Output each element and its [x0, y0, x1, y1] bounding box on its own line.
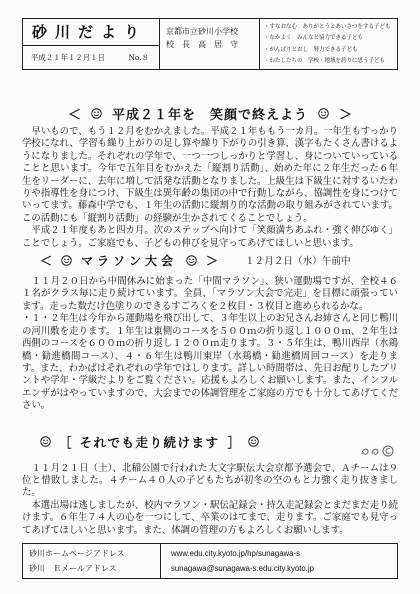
contact-values	[161, 544, 397, 578]
paragraph: １１月２１日（土）、北稲公園で行われた大文字駅伝大会京都予選会で、Ａチームは９位と惜敗しました。４チーム４０人の子どもたちが初冬の空のもと力強く走り抜きました。	[22, 462, 398, 499]
goal-item: ・わたしたちの 学校・地域を誇りに思う子ども	[264, 58, 386, 65]
issue-date: 平成２１年１２月１日	[31, 53, 105, 62]
goal-item: ・なかよく みんなと協力できる子ども	[264, 35, 364, 42]
section-heading-keep-running	[22, 433, 398, 451]
homepage-url: www.edu.city.kyoto.jp/hp/sunagawa-s	[171, 548, 301, 558]
issue-meta	[23, 46, 159, 69]
smiley-icon	[61, 255, 72, 266]
section-heading-text: マラソン大会	[81, 253, 178, 268]
section-heading-year-end	[22, 104, 398, 122]
school-goals	[260, 19, 397, 69]
paragraph: １１月２０日から中間休みに始まった「中間マラソン」、狭い運動場ですが、全校４６１名がクラス毎に走り続けています。全員、「マラソン大会で完走」を目標に頑張っています。走った数だけ色塗りのできるすごろくを２枚目・３枚目と進められるかな。	[22, 276, 398, 312]
goal-item: ・がんばりとおし 努力できる子ども	[264, 46, 358, 53]
paragraph: ・１・２年生は今年から運動場を飛び出して、３年生以上のお兄さんお姉さんと同じ鴨川の河川敷を走ります。１年生は東側のコースを５００ｍの折り返し１０００ｍ、２年生は西側のコースを６００ｍの折り返し１２００ｍ走ります。３・５年生は、鴨川西岸（水鶏橋・勧進橋間コース）、４・６年生は鴨川東岸（水鶏橋・勧進橋周回コース）を走ります。また、わかばはそれぞれの学年ではしります。詳しい時間帯は、先日お配りしたプリントや学年・学級だよりをご覧ください。応援もよろしくお願いします。また、インフルエンザがはやっていますので、大会までの体調管理をご家庭の方でも十分してあげてください。	[22, 313, 398, 412]
email-label: 砂川 Ｅメールアドレス	[29, 563, 117, 573]
homepage-label: 砂川ホームページアドレス	[29, 548, 125, 558]
smiley-icon	[318, 108, 329, 119]
event-date: １２月２日（水）午前中	[245, 256, 351, 268]
heading-bracket-close: ］	[227, 434, 241, 450]
section-heading-text: それでも走り続けます	[79, 434, 220, 450]
heading-bracket-close: ＞	[206, 253, 219, 268]
newsletter-title: 砂川だより	[23, 19, 159, 46]
heading-bracket-open: ［	[59, 434, 72, 450]
section-keep-running-text	[22, 463, 398, 537]
smiley-icon	[40, 436, 51, 447]
smiley-icon	[248, 436, 259, 447]
contact-box	[22, 543, 398, 579]
smiley-icon	[91, 108, 102, 119]
paragraph: 平成２１年度もあと四カ月。次のステップへ向けて「笑顔満ちあふれ・強く伸びゆく」ことでしょう。ご家庭でも、子どもの伸びを見守ってあげてほしいと思います。	[22, 225, 398, 249]
principal-name: 校 長 高 居 守	[166, 40, 238, 49]
heading-bracket-open: ＜	[67, 107, 81, 123]
paragraph: 早いもので、もう１２月をむかえました。平成２１年ももう一カ月。一年生もすっかり学校になれ、学習も繰り上がりの足し算や繰り下がりの引き算、漢字もたくさん書けるようになりました。それぞれの学年で、一つ一つしっかりと学習し、身についていっていることと思います。今年で五年目をむかえた「縦割り活動」、始めた年に２年生だった６年生をリーダーに、去年に増して活発な活動となりました。上級生は下級生に対するいたわりや指導性を身につけ、下級生は異年齢の集団の中で行動しながら、協調性を身につけていってます。藤森中学でも、１年生の活動に縦割り的な活動の取り組みがされています。この活動にも「縦割り活動」の経験が生かされてくることでしょう。	[22, 126, 398, 224]
issue-number: No.８	[128, 53, 149, 62]
section-year-end-text	[22, 126, 398, 250]
handwritten-scribble	[360, 443, 396, 459]
masthead-title-cell	[23, 19, 160, 69]
masthead	[22, 18, 398, 70]
section-heading-text: 平成２１年を 笑顔で終えよう	[111, 107, 308, 123]
smiley-icon	[186, 255, 197, 266]
article-body	[22, 104, 398, 579]
section-marathon-text	[22, 276, 398, 412]
heading-bracket-close: ＞	[339, 107, 353, 123]
section-heading-marathon	[22, 252, 398, 268]
heading-bracket-open: ＜	[40, 253, 53, 268]
contact-labels	[23, 544, 161, 578]
email-address: sunagawa@sunagawa-s.edu.city.kyoto.jp	[171, 563, 314, 573]
paragraph: 本選出場は逃しましたが、校内マラソン・駅伝記録会・持久走記録会とまだまだ走り続けます。６年生７４人の心を一つにして、卒業のはてまで、走ります。ご家庭でも見守ってあげてほしいと思います。また、体調の管理の方もよろしくお願いします。	[22, 499, 398, 536]
school-name: 京都市立砂川小学校	[166, 27, 238, 36]
masthead-school-cell	[160, 19, 260, 69]
goal-item: ・すなおな心 ありがとうとあいさつをする子ども	[264, 24, 391, 30]
